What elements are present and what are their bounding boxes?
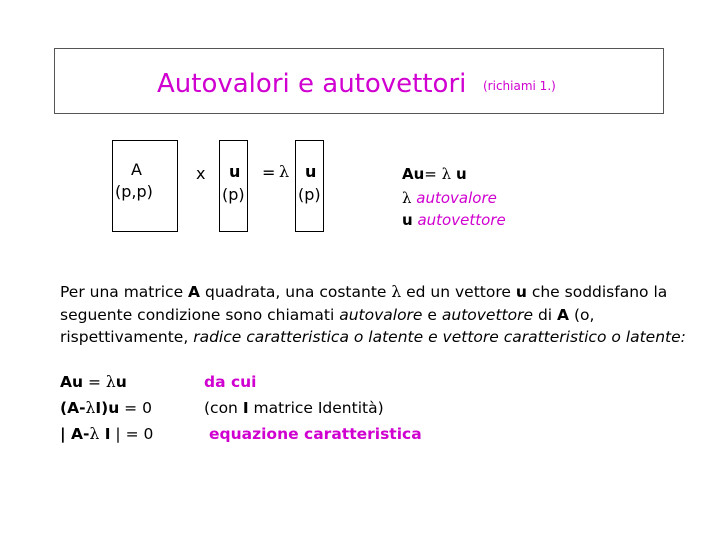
definition-paragraph	[60, 281, 700, 349]
legend-eq-lhs: Au	[402, 165, 425, 183]
rhs-vector-name: u	[305, 162, 317, 181]
para-text-3: ed un vettore	[401, 283, 516, 301]
eq1-equals: =	[83, 373, 106, 391]
eq2-a-minus: (A-	[60, 399, 86, 417]
eq2-zero: = 0	[119, 399, 152, 417]
para-text-7: (o, rispettivamente,	[60, 305, 595, 346]
eq2-lambda: λ	[85, 399, 96, 417]
equation-3	[60, 425, 153, 443]
legend-eq-u: u	[455, 165, 467, 183]
legend-u-sym: u	[402, 211, 413, 229]
eq2-note-i: I	[242, 399, 249, 417]
rhs-vector-dim: (p)	[298, 185, 321, 204]
para-radice: radice caratteristica o latente e vettore caratteristico o latente:	[193, 328, 686, 346]
eq1-au: Au	[60, 373, 84, 391]
vector-dim: (p)	[222, 185, 245, 204]
times-symbol: x	[196, 164, 206, 183]
equation-1-note: da cui	[204, 373, 257, 391]
legend-u-line	[402, 211, 506, 229]
para-lambda: λ	[391, 283, 402, 301]
slide-title: Autovalori e autovettori	[157, 69, 467, 99]
para-text-2: quadrata, una costante	[200, 283, 392, 301]
eq3-zero: | = 0	[110, 425, 154, 443]
eq3-i: I	[99, 425, 111, 443]
equation-2-note	[204, 399, 384, 417]
matrix-name: A	[131, 160, 142, 179]
para-text-4: che soddisfano la seguente condizione sono chiamati	[60, 283, 668, 324]
eq2-note-a: (con	[204, 399, 243, 417]
legend-eq-op: =	[424, 165, 437, 183]
eq2-iu: I)u	[95, 399, 120, 417]
para-autovalore: autovalore	[339, 305, 423, 324]
eq1-lambda: λ	[105, 373, 116, 391]
para-autovettore: autovettore	[441, 305, 534, 324]
legend-eq-lambda: λ	[441, 165, 452, 183]
eq2-note-c: matrice Identità)	[248, 399, 384, 417]
equation-3-note: equazione caratteristica	[209, 425, 422, 443]
eq3-lambda: λ	[89, 425, 100, 443]
legend-lambda-sym: λ	[402, 189, 412, 207]
para-text-6: di	[533, 305, 558, 324]
para-vector-u: u	[515, 283, 527, 301]
lambda-symbol: λ	[279, 162, 290, 181]
matrix-dim: (p,p)	[115, 182, 153, 201]
equation-2	[60, 399, 152, 417]
equals-symbol: =	[262, 163, 276, 182]
equation-1	[60, 373, 127, 391]
para-matrix-a: A	[188, 283, 201, 301]
eq1-u: u	[115, 373, 127, 391]
slide-subtitle: (richiami 1.)	[483, 79, 556, 93]
eq3-a-minus: | A-	[60, 425, 90, 443]
legend-equation	[402, 165, 467, 183]
para-text-1: Per una matrice	[60, 283, 189, 301]
title-box	[54, 48, 664, 114]
para-matrix-a-2: A	[557, 305, 570, 324]
legend-u-text: autovettore	[417, 211, 506, 229]
legend-lambda-text: autovalore	[416, 189, 497, 207]
para-text-5: e	[422, 305, 442, 324]
legend-lambda-line	[402, 189, 497, 207]
vector-name: u	[229, 162, 241, 181]
